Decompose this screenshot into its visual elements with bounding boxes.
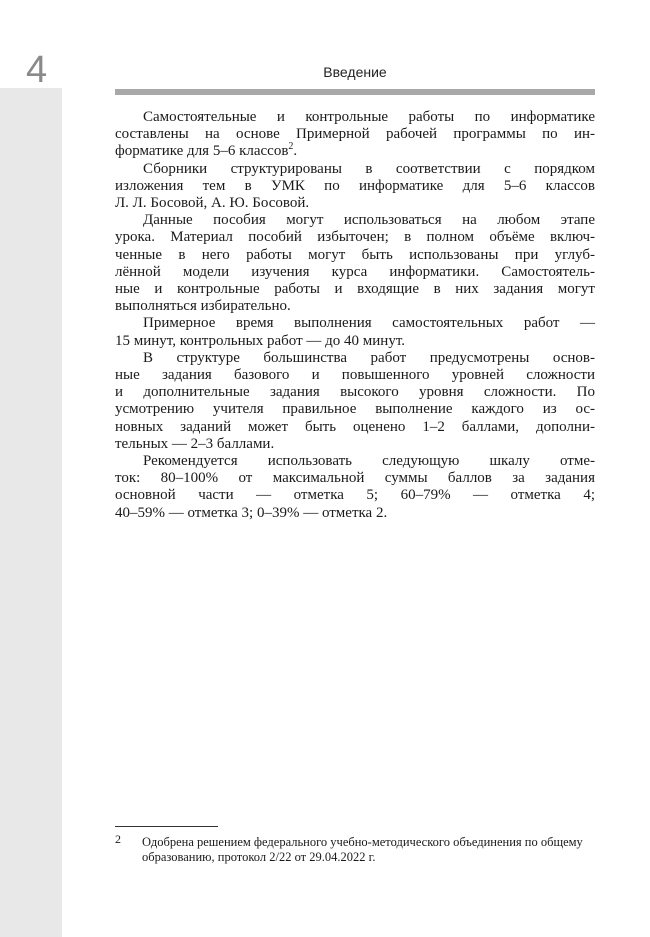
text-line: ные и контрольные работы и входящие в них задания могут xyxy=(115,281,595,298)
margin-strip xyxy=(0,88,62,937)
text-line: ченные в него работы могут быть использованы при углуб- xyxy=(115,246,595,263)
text-line: форматике для 5–6 классов$^2$. xyxy=(115,141,298,160)
footnote-number: 2 xyxy=(115,832,121,846)
text-line: ток: 80–100% от максимальной суммы баллов за задания xyxy=(115,470,595,487)
text-line: Данные пособия могут использоваться на любом этапе xyxy=(143,212,595,229)
text-line: Л. Л. Босовой, А. Ю. Босовой. xyxy=(115,195,310,212)
text-line: В структуре большинства работ предусмотрены основ- xyxy=(143,349,595,366)
paragraph xyxy=(115,453,595,522)
paragraph xyxy=(115,212,595,315)
footnote-reference: 2 xyxy=(288,141,294,153)
text-line: 40–59% — отметка 3; 0–39% — отметка 2. xyxy=(115,504,388,521)
text-line: усмотрению учителя правильное выполнение каждого из ос- xyxy=(115,401,595,418)
running-header: Введение xyxy=(323,64,387,80)
footnote-text: Одобрена решением федерального учебно-методического объединения по общему образованию, протокол 2/22 от 29.04.2022 г. xyxy=(142,835,583,864)
text-line: 15 минут, контрольных работ — до 40 минут. xyxy=(115,332,406,349)
paragraph xyxy=(115,350,595,453)
text-line: Примерное время выполнения самостоятельных работ — xyxy=(143,315,595,332)
text-line: урока. Материал пособий избыточен; в полном объёме включ- xyxy=(115,229,595,246)
text-line: ные задания базового и повышенного уровней сложности xyxy=(115,367,595,384)
header-rule xyxy=(115,89,595,95)
text-line: лённой модели изучения курса информатики. Самостоятель- xyxy=(115,263,595,280)
text-line: составлены на основе Примерной рабочей программы по ин- xyxy=(115,126,595,143)
text-line: тельных — 2–3 баллами. xyxy=(115,435,275,452)
page-number: 4 xyxy=(26,49,48,91)
text-line: новных заданий может быть оценено 1–2 баллами, дополни- xyxy=(115,418,595,435)
paragraph xyxy=(115,109,595,161)
paragraph xyxy=(115,315,595,349)
text-line: Самостоятельные и контрольные работы по информатике xyxy=(143,109,595,125)
footnote-rule xyxy=(115,826,218,827)
text-line: и дополнительные задания высокого уровня сложности. По xyxy=(115,384,595,401)
body-text xyxy=(115,109,595,522)
paragraph xyxy=(115,161,595,213)
text-line: выполняться избирательно. xyxy=(115,298,291,315)
text-line: изложения тем в УМК по информатике для 5–6 классов xyxy=(115,177,595,194)
text-line: Сборники структурированы в соответствии с порядком xyxy=(143,160,595,177)
text-line: основной части — отметка 5; 60–79% — отметка 4; xyxy=(115,487,595,504)
text-line: Рекомендуется использовать следующую шкалу отме- xyxy=(143,453,595,470)
